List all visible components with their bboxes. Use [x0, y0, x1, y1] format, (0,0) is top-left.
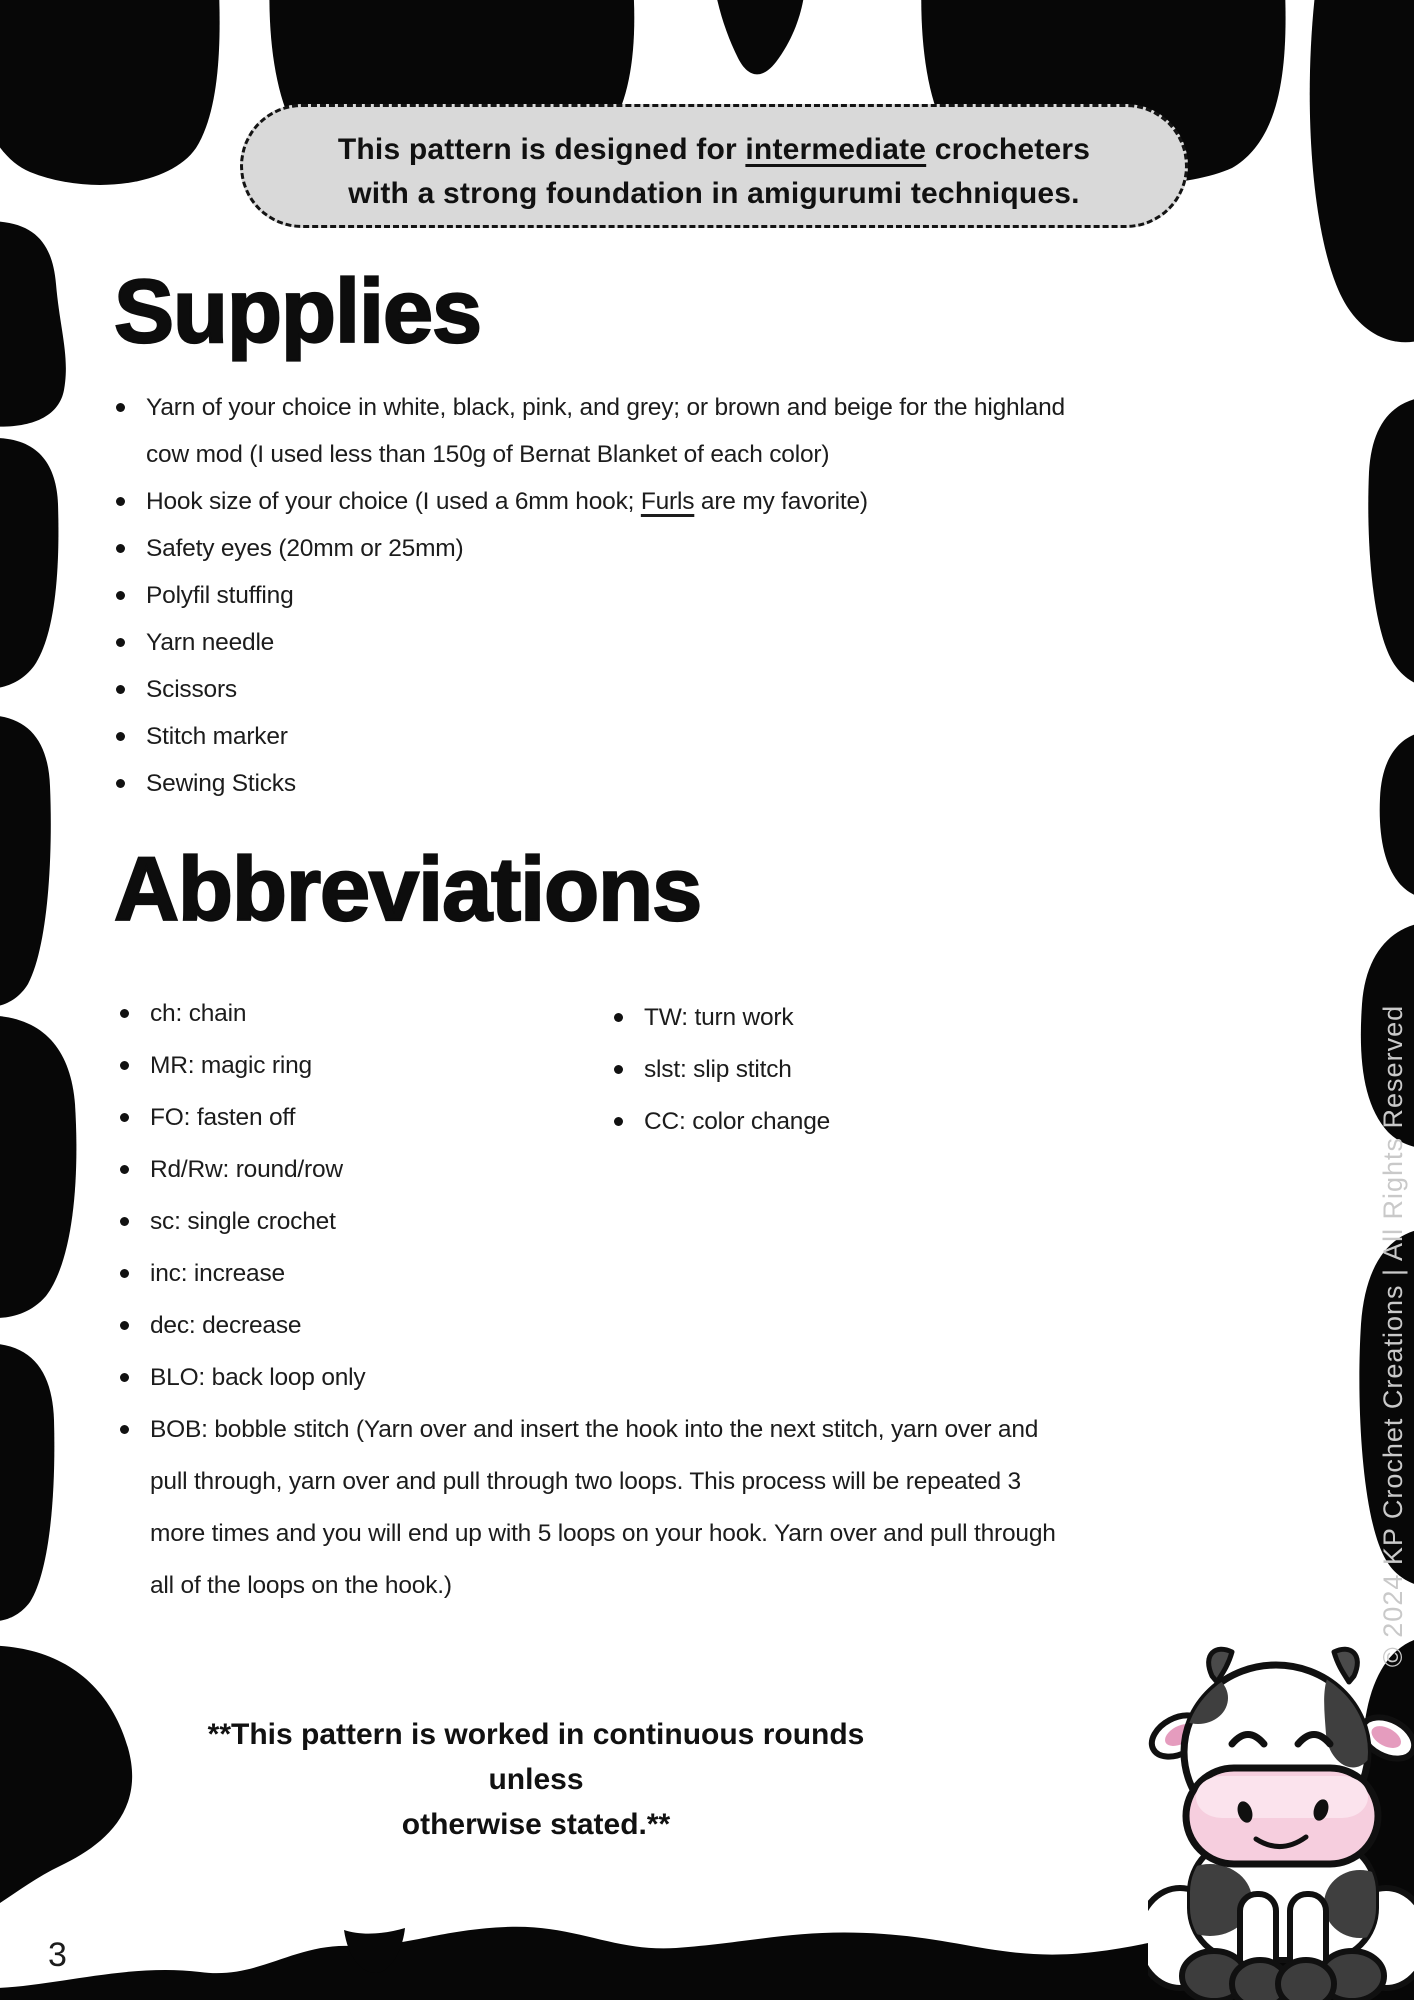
abbreviation-item — [118, 1144, 1066, 1196]
notice-line-2: with a strong foundation in amigurumi techniques. — [348, 177, 1080, 210]
border-blob — [712, 0, 806, 74]
supplies-item — [114, 760, 1066, 807]
supplies-item — [114, 384, 1066, 478]
supplies-item-text: Hook size of your choice (I used a 6mm hook; — [146, 488, 641, 515]
supplies-item — [114, 619, 1066, 666]
abbreviation-text: MR: magic ring — [150, 1052, 312, 1079]
border-blob — [0, 715, 51, 1007]
border-blob — [0, 221, 66, 427]
abbreviation-text: CC: color change — [644, 1108, 831, 1135]
supplies-item — [114, 666, 1066, 713]
cow-muzzle — [1186, 1768, 1378, 1864]
abbreviation-text: dec: decrease — [150, 1312, 302, 1339]
copyright-text: © 2024 KP Crochet Creations | All Rights Reserved — [1378, 1004, 1408, 1668]
continuous-rounds-note — [166, 1712, 906, 1847]
border-blob — [0, 0, 220, 185]
note-line-1: **This pattern is worked in continuous rounds unless — [207, 1718, 865, 1796]
supplies-item-text: Stitch marker — [146, 723, 288, 750]
abbreviation-item — [612, 1044, 1032, 1096]
cow-illustration — [1148, 1642, 1414, 2000]
supplies-item-text: Scissors — [146, 676, 237, 703]
abbreviations-heading: Abbreviations — [114, 840, 702, 940]
border-blob — [1380, 730, 1414, 899]
border-blob — [1310, 0, 1414, 342]
abbreviation-text: ch: chain — [150, 1000, 247, 1027]
border-blob — [1368, 396, 1414, 688]
supplies-item — [114, 525, 1066, 572]
notice-emphasis: intermediate — [745, 133, 927, 166]
abbreviation-item — [118, 1196, 1066, 1248]
supplies-item-text: Sewing Sticks — [146, 770, 296, 797]
supplies-list — [114, 384, 1066, 807]
border-blob — [0, 1645, 132, 1918]
notice-line-1 — [243, 128, 1185, 172]
supplies-item — [114, 478, 1066, 525]
abbreviation-text: Rd/Rw: round/row — [150, 1156, 343, 1183]
border-blob — [0, 1015, 76, 1318]
notice-text: This pattern is designed for — [337, 133, 746, 166]
abbreviation-text: BLO: back loop only — [150, 1364, 366, 1391]
abbreviation-item — [612, 992, 1032, 1044]
abbreviation-item — [612, 1096, 1032, 1148]
abbreviation-text: TW: turn work — [644, 1004, 794, 1031]
notice-box — [240, 104, 1188, 228]
supplies-item — [114, 713, 1066, 760]
abbreviation-text: BOB: bobble stitch (Yarn over and insert the hook into the next stitch, yarn over and pull through, yarn over and pull through two loops. This process will be repeated 3 more times and you will end up with 5 loops on your hook. Yarn over and pull through all of the loops on the hook.) — [150, 1416, 1056, 1599]
supplies-item-text: Yarn of your choice in white, black, pink, and grey; or brown and beige for the highland cow mod (I used less than 150g of Bernat Blanket of each color) — [146, 394, 1065, 468]
cow-head — [1168, 1662, 1378, 1864]
supplies-heading: Supplies — [114, 262, 482, 362]
border-blob — [0, 1343, 54, 1621]
border-blob — [0, 438, 58, 689]
abbreviation-text: inc: increase — [150, 1260, 285, 1287]
supplies-item — [114, 572, 1066, 619]
notice-text: crocheters — [926, 133, 1091, 166]
abbreviation-text: slst: slip stitch — [644, 1056, 792, 1083]
abbreviation-item — [118, 1248, 1066, 1300]
abbreviation-item-bobble — [118, 1404, 1066, 1612]
supplies-item-text: are my favorite) — [694, 488, 868, 515]
abbreviation-item — [118, 1300, 1066, 1352]
abbreviations-list-right — [612, 992, 1032, 1148]
abbreviation-text: sc: single crochet — [150, 1208, 336, 1235]
supplies-item-text: Safety eyes (20mm or 25mm) — [146, 535, 464, 562]
furls-link-text: Furls — [640, 488, 695, 515]
page-number: 3 — [48, 1936, 67, 1974]
note-line-2: otherwise stated.** — [401, 1808, 671, 1841]
supplies-item-text: Yarn needle — [146, 629, 275, 656]
abbreviation-text: FO: fasten off — [150, 1104, 296, 1131]
supplies-item-text: Polyfil stuffing — [146, 582, 294, 609]
abbreviation-item — [118, 1352, 1066, 1404]
